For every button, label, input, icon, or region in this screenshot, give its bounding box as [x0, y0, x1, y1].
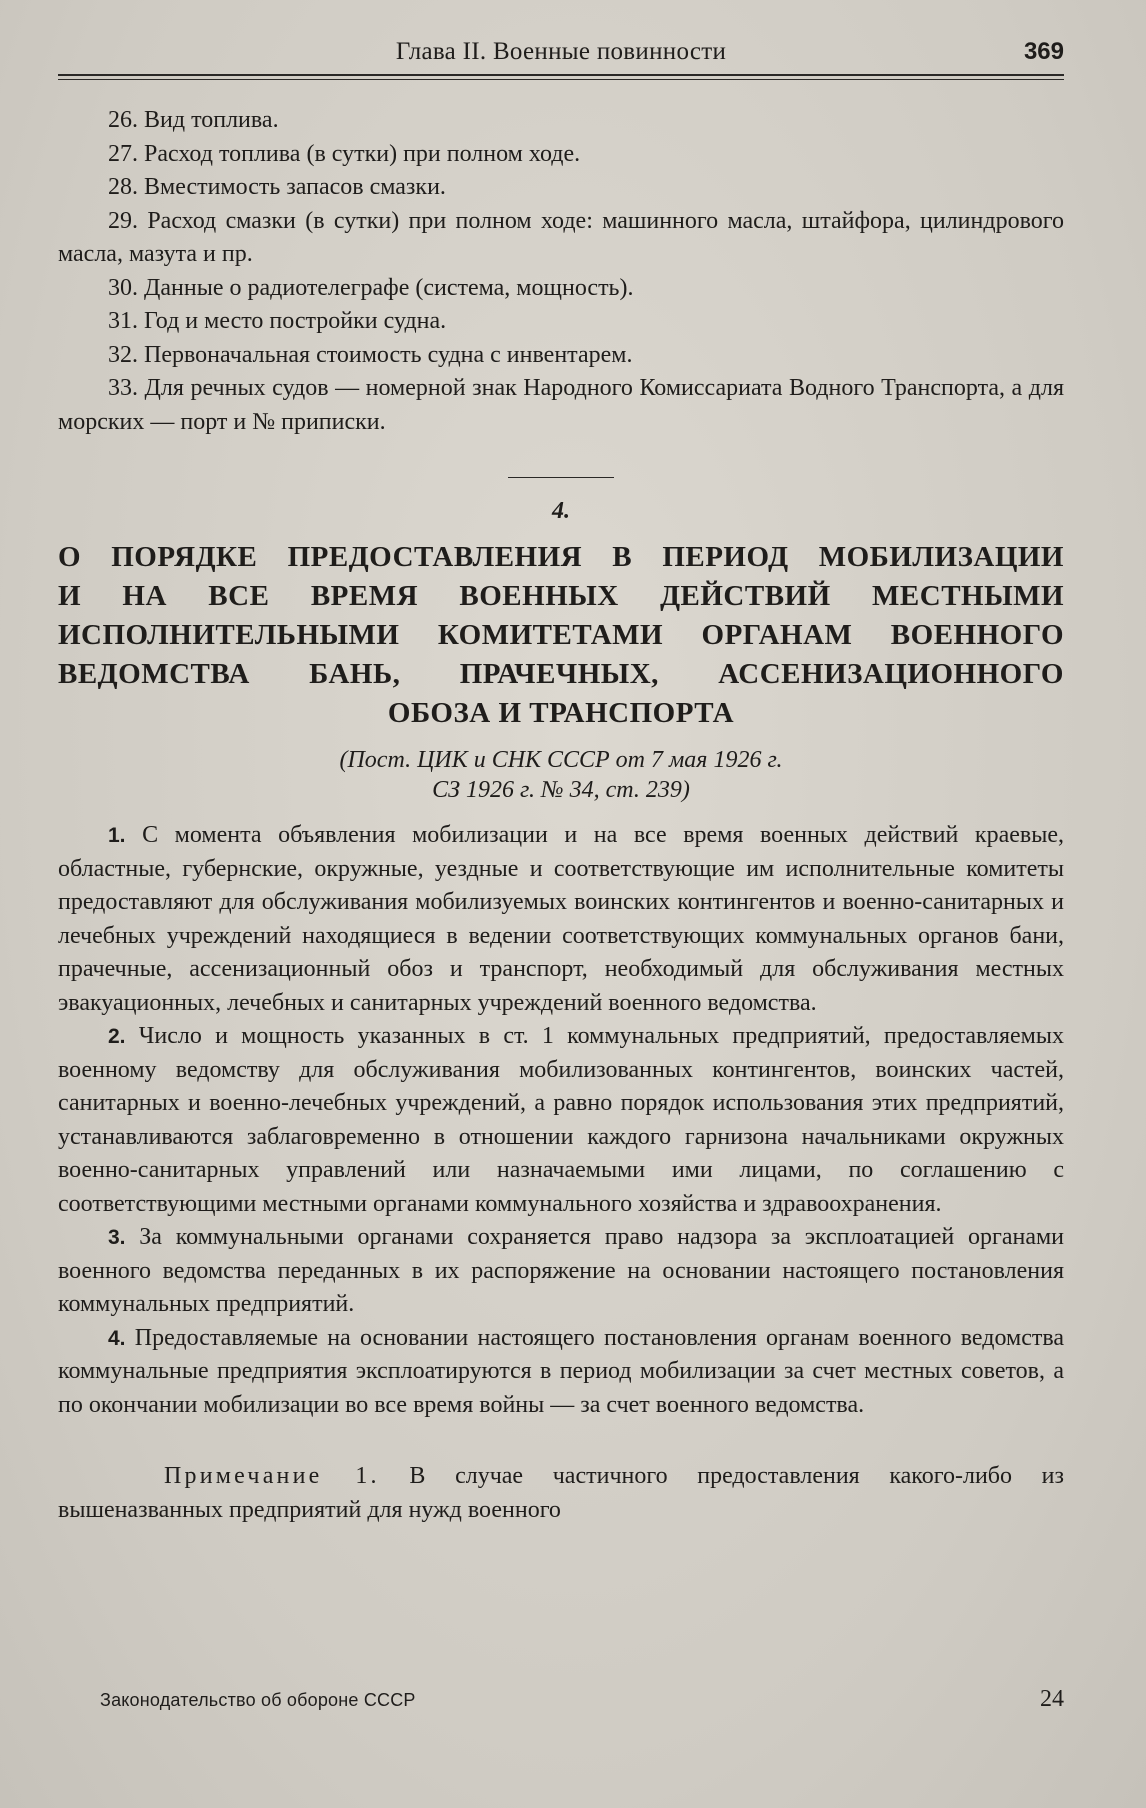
article-paragraph	[58, 1020, 1064, 1221]
section-title-line: ИСПОЛНИТЕЛЬНЫМИ КОМИТЕТАМИ ОРГАНАМ ВОЕННОГО	[58, 619, 1064, 651]
article-number: 3.	[108, 1226, 126, 1249]
running-header	[58, 36, 1064, 76]
header-rule	[58, 74, 1064, 76]
article-number: 1.	[108, 824, 126, 847]
page-footer	[100, 1686, 1064, 1720]
section-title	[58, 538, 1064, 733]
legal-source-line: СЗ 1926 г. № 34, ст. 239)	[432, 777, 690, 803]
section-title-line: И НА ВСЕ ВРЕМЯ ВОЕННЫХ ДЕЙСТВИЙ МЕСТНЫМИ	[58, 580, 1064, 612]
section-title-line: ВЕДОМСТВА БАНЬ, ПРАЧЕЧНЫХ, АССЕНИЗАЦИОННОГО	[58, 658, 1064, 690]
section-number: 4.	[552, 498, 570, 524]
list-item: 29. Расход смазки (в сутки) при полном ходе: машинного масла, штайфора, цилиндрового масла, мазута и пр.	[58, 207, 1064, 267]
article-paragraph	[58, 1221, 1064, 1322]
legal-source	[58, 745, 1064, 805]
chapter-title: Глава II. Военные повинности	[395, 38, 727, 65]
article-text: С момента объявления мобилизации и на все время военных действий краевые, областные, губернские, окружные, уездные и соответствующие им исполнительные комитеты предоставляют для обслуживания мобилизуемых воинских контингентов и военно-санитарных и лечебных учреждений находящиеся в ведении соответствующих коммунальных органов бани, прачечные, ассенизационный обоз и транспорт, необходимый для обслуживания местных эвакуационных, лечебных и санитарных учреждений военного ведомства.	[58, 822, 1064, 1016]
note-paragraph	[58, 1460, 1064, 1527]
signature-mark: 24	[1040, 1686, 1064, 1712]
list-item: 28. Вместимость запасов смазки.	[108, 174, 446, 200]
section-divider	[508, 477, 614, 478]
legal-source-line: (Пост. ЦИК и СНК СССР от 7 мая 1926 г.	[339, 747, 783, 773]
article-paragraphs	[58, 819, 1064, 1422]
article-number: 2.	[108, 1025, 126, 1048]
list-item: 32. Первоначальная стоимость судна с инвентарем.	[108, 341, 633, 368]
list-item: 33. Для речных судов — номерной знак Народного Комиссариата Водного Транспорта, а для морских — порт и № приписки.	[58, 375, 1064, 435]
article-text: За коммунальными органами сохраняется право надзора за эксплоатацией органами военного ведомства переданных в их распоряжение на основании настоящего постановления коммунальных предприятий.	[58, 1224, 1065, 1317]
page-body	[58, 104, 1064, 1527]
list-item: 30. Данные о радиотелеграфе (система, мощность).	[108, 274, 634, 301]
note-block	[58, 1460, 1064, 1527]
section-title-line: О ПОРЯДКЕ ПРЕДОСТАВЛЕНИЯ В ПЕРИОД МОБИЛИЗАЦИИ	[58, 541, 1064, 573]
article-paragraph	[58, 1322, 1064, 1423]
section-title-line: ОБОЗА И ТРАНСПОРТА	[387, 697, 735, 729]
list-item: 26. Вид топлива.	[108, 107, 279, 133]
item-list	[58, 104, 1064, 439]
book-title-footer: Законодательство об обороне СССР	[100, 1690, 416, 1710]
header-rule-thin	[58, 79, 1064, 80]
page-number: 369	[1023, 38, 1064, 65]
note-label: Примечание 1.	[164, 1463, 380, 1489]
list-item: 27. Расход топлива (в сутки) при полном ходе.	[108, 140, 581, 167]
article-text: Предоставляемые на основании настоящего постановления органам военного ведомства коммунальные предприятия эксплоатируются в период мобилизации за счет местных советов, а по окончании мобилизации во все время войны — за счет военного ведомства.	[58, 1324, 1065, 1418]
list-item: 31. Год и место постройки судна.	[108, 308, 447, 334]
article-paragraph	[58, 819, 1064, 1020]
note-text: В случае частичного предоставления какого-либо из вышеназванных предприятий для нужд военного	[58, 1463, 1064, 1523]
article-number: 4.	[108, 1326, 126, 1350]
article-text: Число и мощность указанных в ст. 1 коммунальных предприятий, предоставляемых военному ведомству для обслуживания мобилизованных контингентов, воинских частей, санитарных и военно-лечебных учреждений, а равно порядок использования этих предприятий, устанавливаются заблаговременно в отношении каждого гарнизона начальниками окружных военно-санитарных управлений или назначаемыми ими лицами, по соглашению с соответствующими местными органами коммунального хозяйства и здравоохранения.	[58, 1023, 1064, 1217]
